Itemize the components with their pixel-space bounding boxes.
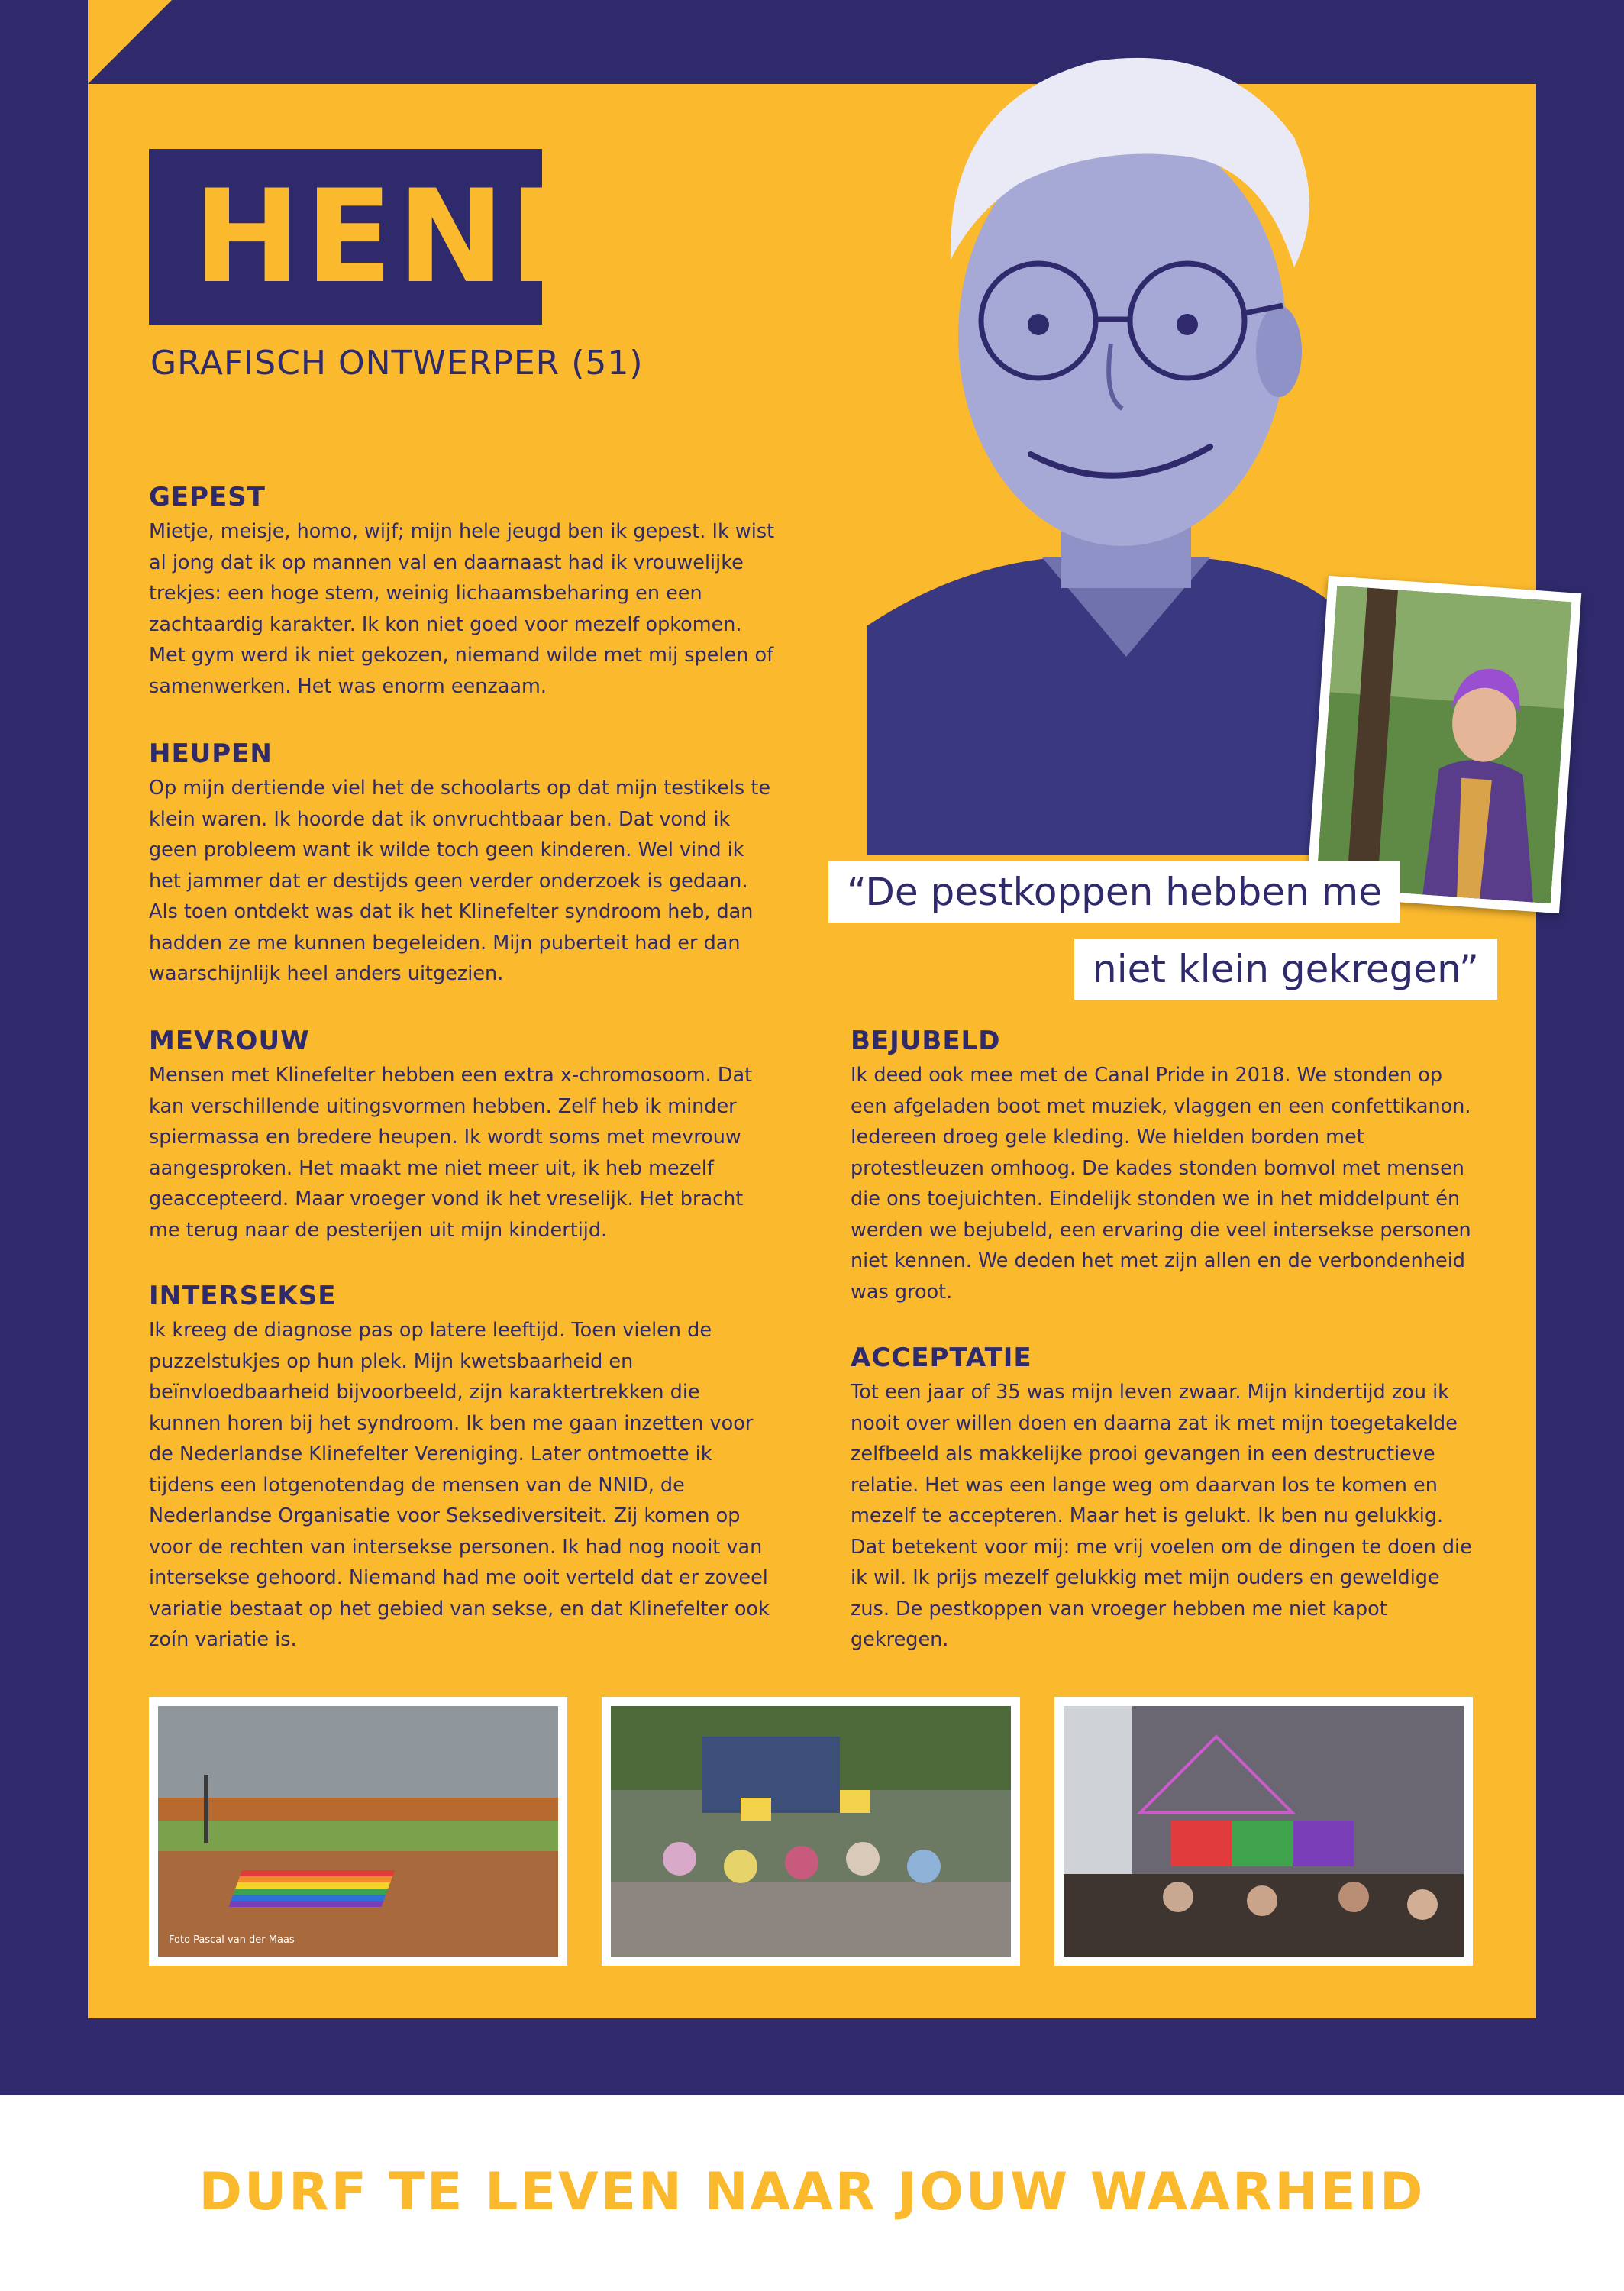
photo-rainbow-bench bbox=[149, 1697, 567, 1966]
footer-slogan: DURF TE LEVEN NAAR JOUW WAARHEID bbox=[199, 2162, 1425, 2222]
section-bejubeld bbox=[851, 1023, 1477, 1307]
quote-line-1: “De pestkoppen hebben me bbox=[828, 861, 1400, 923]
section-title: HEUPEN bbox=[149, 738, 273, 769]
section-body: Mietje, meisje, homo, wijf; mijn hele jeugd ben ik gepest. Ik wist al jong dat ik op mannen val en daarnaast had ik vrouwelijke trekjes: een hoge stem, weinig lichaamsbeharing en een zachtaardig karakter. Ik kon niet goed voor mezelf opkomen. Met gym werd ik niet gekozen, niemand wilde met mij spelen of samenwerken. Het was enorm eenzaam. bbox=[149, 520, 775, 698]
section-body: Ik kreeg de diagnose pas op latere leeftijd. Toen vielen de puzzelstukjes op hun plek. Mijn kwetsbaarheid en beïnvloedbaarheid bijvoorbeeld, zijn karaktertrekken die kunnen horen bij het syndroom. Ik ben me gaan inzetten voor de Nederlandse Klinefelter Vereniging. Later ontmoette ik tijdens een lotgenotendag de mensen van de NNID, de Nederlandse Organisatie voor Seksediversiteit. Zij komen op voor de rechten van intersekse personen. Ik had nog nooit van intersekse gehoord. Niemand had me ooit verteld dat er zoveel variatie bestaat op het gebied van sekse, en dat Klinefelter ook zoín variatie is. bbox=[149, 1319, 770, 1651]
section-body: Ik deed ook mee met de Canal Pride in 2018. We stonden op een afgeladen boot met muziek, vlaggen en een confettikanon. Iedereen droeg gele kleding. We hielden borden met protestleuzen omhoog. De kades stonden bomvol met mensen die ons toejuichten. Eindelijk stonden we in het middelpunt én werden we bejubeld, een ervaring die veel intersekse personen niet kennen. We deden het met zijn allen en de verbondenheid was groot. bbox=[851, 1064, 1471, 1304]
photo-church-event bbox=[1054, 1697, 1473, 1966]
section-title: BEJUBELD bbox=[851, 1026, 1001, 1056]
portrait-photo bbox=[867, 31, 1386, 855]
section-intersekse bbox=[149, 1278, 775, 1656]
person-subtitle: GRAFISCH ONTWERPER (51) bbox=[150, 344, 644, 383]
quote-line-2: niet klein gekregen” bbox=[1074, 939, 1497, 1000]
section-acceptatie bbox=[851, 1340, 1477, 1656]
section-title: INTERSEKSE bbox=[149, 1281, 337, 1311]
corner-flag bbox=[88, 0, 172, 84]
person-name: HENK bbox=[193, 162, 614, 312]
section-title: GEPEST bbox=[149, 482, 266, 512]
photo-pride-street bbox=[602, 1697, 1020, 1966]
section-mevrouw bbox=[149, 1023, 775, 1246]
section-heupen bbox=[149, 736, 775, 990]
section-body: Op mijn dertiende viel het de schoolarts op dat mijn testikels te klein waren. Ik hoorde dat ik onvruchtbaar ben. Dat vond ik geen probleem want ik wilde toch geen kinderen. Wel vind ik het jammer dat er destijds geen verder onderzoek is gedaan. Als toen ontdekt was dat ik het Klinefelter syndroom heb, dan hadden ze me kunnen begeleiden. Mijn puberteit had er dan waarschijnlijk heel anders uitgezien. bbox=[149, 777, 771, 985]
photo-caption: Foto Pascal van der Maas bbox=[169, 1934, 295, 1946]
section-title: ACCEPTATIE bbox=[851, 1343, 1032, 1373]
section-body: Tot een jaar of 35 was mijn leven zwaar. Mijn kindertijd zou ik nooit over willen doen en daarna zat ik met mijn toegetakelde zelfbeeld als makkelijke prooi gevangen in een destructieve relatie. Het was een lange weg om daarvan los te komen en mezelf te accepteren. Maar het is gelukt. Ik ben nu gelukkig. Dat betekent voor mij: me vrij voelen om de dingen te doen die ik wil. Ik prijs mezelf gelukkig met mijn ouders en geweldige zus. De pestkoppen van vroeger hebben me niet kapot gekregen. bbox=[851, 1381, 1472, 1651]
name-block bbox=[149, 149, 614, 325]
section-body: Mensen met Klinefelter hebben een extra x-chromosoom. Dat kan verschillende uitingsvormen hebben. Zelf heb ik minder spiermassa en bredere heupen. Ik wordt soms met mevrouw aangesproken. Het maakt me niet meer uit, ik heb mezelf geaccepteerd. Maar vroeger vond ik het vreselijk. Het bracht me terug naar de pesterijen uit mijn kindertijd. bbox=[149, 1064, 753, 1242]
section-gepest bbox=[149, 480, 775, 702]
small-photo-image bbox=[1316, 586, 1572, 904]
section-title: MEVROUW bbox=[149, 1026, 310, 1056]
